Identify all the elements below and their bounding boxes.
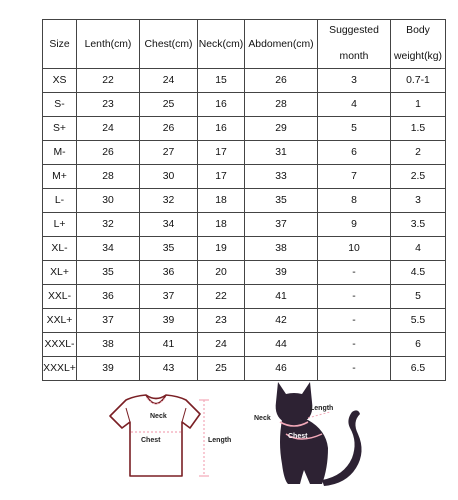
- table-row: [43, 69, 446, 93]
- table-cell: 39: [245, 261, 318, 285]
- table-cell: 5: [391, 285, 446, 309]
- table-cell: 35: [77, 261, 140, 285]
- table-cell: 18: [198, 189, 245, 213]
- cat-chest-label: Chest: [288, 433, 308, 440]
- table-cell: 35: [245, 189, 318, 213]
- header-neck: Neck(cm): [198, 20, 245, 69]
- table-cell: XL+: [43, 261, 77, 285]
- table-cell: 39: [77, 357, 140, 381]
- cat-head: [276, 382, 313, 424]
- table-row: [43, 261, 446, 285]
- table-cell: 29: [245, 117, 318, 141]
- cat-body: [280, 420, 328, 484]
- table-cell: 41: [245, 285, 318, 309]
- table-cell: 24: [77, 117, 140, 141]
- table-cell: 37: [140, 285, 198, 309]
- size-table: [42, 19, 446, 381]
- table-row: [43, 165, 446, 189]
- table-cell: 3.5: [391, 213, 446, 237]
- table-row: [43, 285, 446, 309]
- cat-length-label: Length: [310, 405, 334, 412]
- header-length: Lenth(cm): [77, 20, 140, 69]
- table-cell: 8: [318, 189, 391, 213]
- table-cell: 38: [77, 333, 140, 357]
- table-cell: 46: [245, 357, 318, 381]
- table-row: [43, 309, 446, 333]
- table-cell: 38: [245, 237, 318, 261]
- table-cell: 3: [391, 189, 446, 213]
- table-cell: 22: [77, 69, 140, 93]
- cat-neck-label: Neck: [254, 415, 271, 422]
- cat-icon: [248, 372, 388, 492]
- table-cell: 26: [140, 117, 198, 141]
- table-cell: L-: [43, 189, 77, 213]
- table-cell: 6: [318, 141, 391, 165]
- table-cell: 4: [391, 237, 446, 261]
- table-cell: 6.5: [391, 357, 446, 381]
- table-cell: 5: [318, 117, 391, 141]
- table-cell: XXXL+: [43, 357, 77, 381]
- table-cell: 43: [140, 357, 198, 381]
- table-cell: 16: [198, 93, 245, 117]
- shirt-icon: [96, 386, 236, 486]
- table-cell: XXL+: [43, 309, 77, 333]
- table-cell: 37: [77, 309, 140, 333]
- table-cell: 25: [140, 93, 198, 117]
- table-cell: 22: [198, 285, 245, 309]
- table-cell: 16: [198, 117, 245, 141]
- table-cell: 28: [245, 93, 318, 117]
- table-cell: 24: [198, 333, 245, 357]
- header-chest: Chest(cm): [140, 20, 198, 69]
- table-cell: 0.7-1: [391, 69, 446, 93]
- table-cell: 20: [198, 261, 245, 285]
- table-cell: 30: [140, 165, 198, 189]
- header-size: Size: [43, 20, 77, 69]
- table-row: [43, 237, 446, 261]
- table-cell: 34: [77, 237, 140, 261]
- table-cell: S-: [43, 93, 77, 117]
- table-cell: 30: [77, 189, 140, 213]
- table-cell: 41: [140, 333, 198, 357]
- table-cell: 39: [140, 309, 198, 333]
- table-cell: 32: [140, 189, 198, 213]
- table-cell: 44: [245, 333, 318, 357]
- table-cell: 5.5: [391, 309, 446, 333]
- table-body: [43, 69, 446, 381]
- table-cell: XS: [43, 69, 77, 93]
- header-body-weight: Body weight(kg): [391, 20, 446, 69]
- table-cell: 33: [245, 165, 318, 189]
- table-cell: 36: [140, 261, 198, 285]
- table-cell: -: [318, 285, 391, 309]
- table-cell: L+: [43, 213, 77, 237]
- table-cell: 15: [198, 69, 245, 93]
- table-cell: XL-: [43, 237, 77, 261]
- table-row: [43, 333, 446, 357]
- table-cell: XXXL-: [43, 333, 77, 357]
- shirt-neck-label: Neck: [150, 413, 167, 420]
- table-cell: 2: [391, 141, 446, 165]
- table-cell: 25: [198, 357, 245, 381]
- table-cell: 36: [77, 285, 140, 309]
- table-header-row: [43, 20, 446, 69]
- table-cell: 17: [198, 165, 245, 189]
- table-cell: 26: [245, 69, 318, 93]
- table-cell: 10: [318, 237, 391, 261]
- table-cell: 3: [318, 69, 391, 93]
- table-cell: 19: [198, 237, 245, 261]
- table-row: [43, 141, 446, 165]
- table-cell: XXL-: [43, 285, 77, 309]
- table-cell: 42: [245, 309, 318, 333]
- table-cell: 7: [318, 165, 391, 189]
- table-cell: 26: [77, 141, 140, 165]
- table-cell: 18: [198, 213, 245, 237]
- table-cell: 23: [198, 309, 245, 333]
- table-cell: 17: [198, 141, 245, 165]
- table-cell: 9: [318, 213, 391, 237]
- table-cell: -: [318, 357, 391, 381]
- table-cell: 2.5: [391, 165, 446, 189]
- header-suggested-month: Suggested month: [318, 20, 391, 69]
- table-cell: 37: [245, 213, 318, 237]
- table-cell: 6: [391, 333, 446, 357]
- table-row: [43, 117, 446, 141]
- table-cell: 32: [77, 213, 140, 237]
- table-cell: 34: [140, 213, 198, 237]
- table-cell: -: [318, 333, 391, 357]
- table-cell: 1.5: [391, 117, 446, 141]
- table-row: [43, 93, 446, 117]
- table-row: [43, 189, 446, 213]
- table-cell: M-: [43, 141, 77, 165]
- table-cell: 1: [391, 93, 446, 117]
- table-cell: 4.5: [391, 261, 446, 285]
- shirt-chest-label: Chest: [141, 437, 161, 444]
- header-abdomen: Abdomen(cm): [245, 20, 318, 69]
- table-cell: 35: [140, 237, 198, 261]
- shirt-outline: [110, 395, 200, 476]
- table-row: [43, 213, 446, 237]
- table-cell: 27: [140, 141, 198, 165]
- table-cell: 24: [140, 69, 198, 93]
- table-cell: S+: [43, 117, 77, 141]
- table-cell: 23: [77, 93, 140, 117]
- table-cell: M+: [43, 165, 77, 189]
- table-cell: 28: [77, 165, 140, 189]
- table-cell: 31: [245, 141, 318, 165]
- table-cell: -: [318, 261, 391, 285]
- table-cell: 4: [318, 93, 391, 117]
- shirt-length-label: Length: [208, 437, 232, 444]
- table-cell: -: [318, 309, 391, 333]
